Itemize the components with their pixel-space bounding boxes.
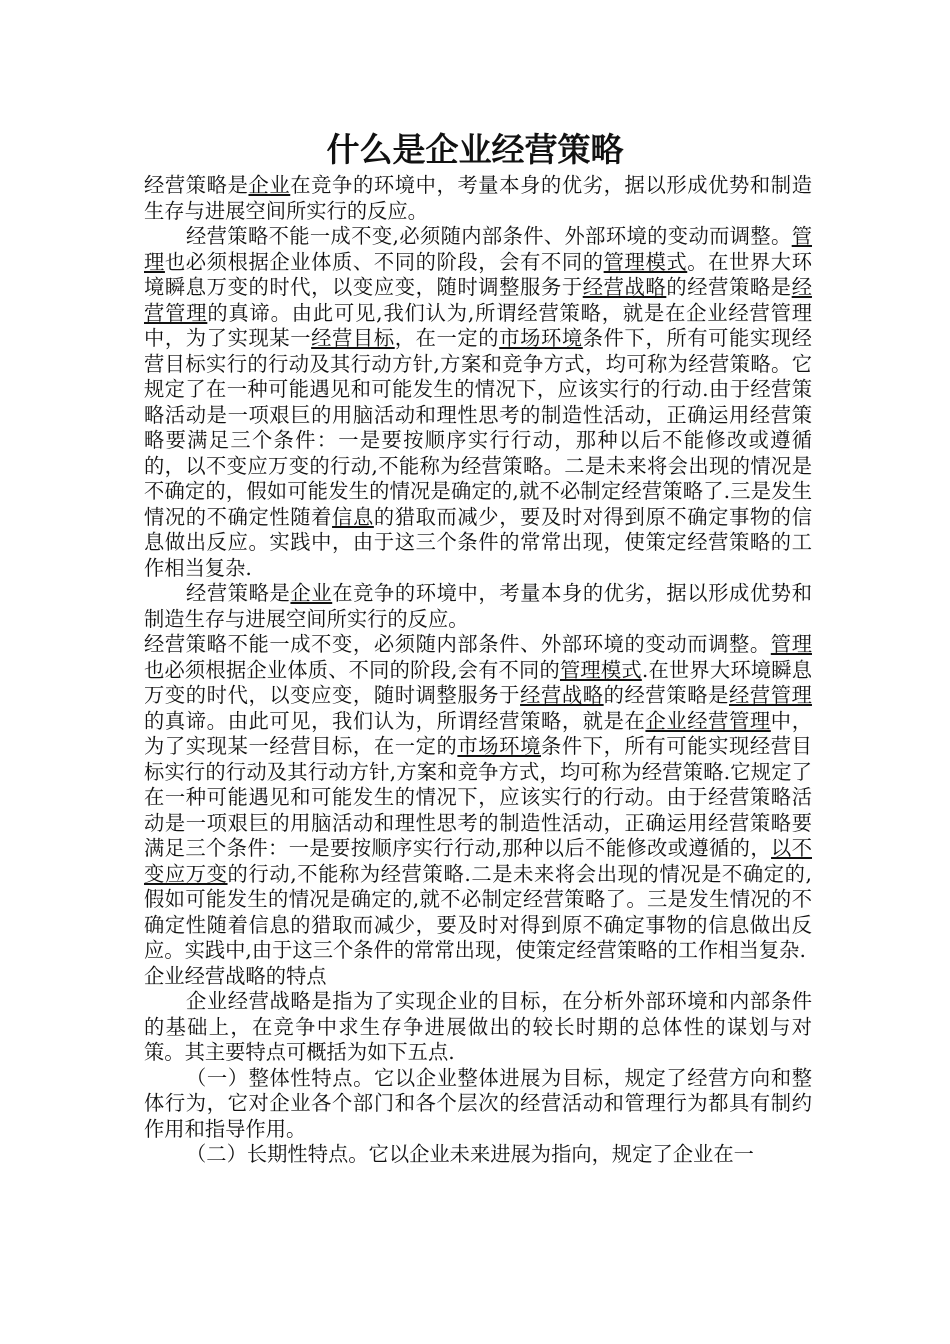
text-span: 经营策略不能一成不变，必须随内部条件、外部环境的变动而调整。: [144, 632, 771, 656]
text-span: 也必须根据企业体质、不同的阶段,会有不同的: [144, 657, 560, 682]
text-span: 。在世界大环境瞬息万变的时代，以变应变，随时调整服务于: [144, 249, 812, 299]
inline-link[interactable]: 企业: [248, 173, 291, 197]
text-span: 企业经营战略的特点: [144, 963, 327, 988]
document-title: 什么是企业经营策略: [326, 130, 624, 169]
text-span: 的真谛。由此可见,我们认为,所谓经营策略，就是在企业经营管理中，为了实现某一: [144, 300, 812, 350]
text-span: （一）整体性特点。它以企业整体进展为目标，规定了经营方向和整体行为，它对企业各个部门和各个层次的经营活动和管理行为都具有制约作用和指导作用。: [144, 1065, 812, 1141]
paragraph: [144, 224, 812, 581]
inline-link[interactable]: 信息: [332, 504, 374, 529]
text-span: 中，为了实现某一经营目标，在一定的: [144, 708, 812, 758]
paragraph: [144, 581, 812, 632]
text-span: 的行动,不能称为经营策略.二是未来将会出现的情况是不确定的,假如可能发生的情况是确定的,就不必制定经营策略了。三是发生情况的不确定性随着信息的猎取而减少，要及时对得到原不确定事物的信息做出反应。实践中,由于这三个条件的常常出现，使策定经营策略的工作相当复杂.: [144, 861, 812, 962]
inline-link[interactable]: 企业: [290, 581, 333, 605]
inline-link[interactable]: 市场环境: [457, 734, 541, 758]
paragraph: [144, 173, 812, 224]
text-span: 条件下，所有可能实现经营目标实行的行动及其行动方针,方案和竞争方式，均可称为经营策略.它规定了在一种可能遇见和可能发生的情况下，应该实行的行动。由于经营策略活动是一项艰巨的用脑活动和理性思考的制造性活动，正确运用经营策略要满足三个条件：一是要按顺序实行行动,那种以后不能修改或遵循的，: [144, 734, 812, 860]
inline-link[interactable]: 经营管理: [729, 683, 812, 707]
inline-link[interactable]: 经营战略: [582, 275, 667, 299]
text-span: 经营策略是: [144, 173, 249, 197]
text-span: 条件下，所有可能实现经营目标实行的行动及其行动方针,方案和竞争方式，均可称为经营策略。它规定了在一种可能遇见和可能发生的情况下，应该实行的行动.由于经营策略活动是一项艰巨的用脑活动和理性思考的制造性活动，正确运用经营策略要满足三个条件：一是要按顺序实行行动，那种以后不能修改或遵循的，以不变应万变的行动,不能称为经营策略。二是未来将会出现的情况是不确定的，假如可能发生的情况是确定的,就不必制定经营策略了.三是发生情况的不确定性随着: [144, 326, 812, 529]
paragraph: [144, 632, 812, 964]
inline-link[interactable]: 管理模式: [603, 249, 688, 274]
inline-link[interactable]: 管理: [144, 224, 812, 274]
text-span: 的猎取而减少，要及时对得到原不确定事物的信息做出反应。实践中，由于这三个条件的常常出现，使策定经营策略的工作相当复杂.: [144, 504, 812, 580]
inline-link[interactable]: 管理: [770, 632, 812, 656]
text-span: 的经营策略是: [603, 683, 729, 707]
inline-link[interactable]: 经营管理: [144, 275, 812, 325]
text-span: ，在一定的: [394, 326, 500, 350]
text-span: 的真谛。由此可见，我们认为，所谓经营策略，就是在: [144, 708, 646, 733]
inline-link[interactable]: 管理模式: [559, 657, 642, 682]
section-heading: [144, 964, 812, 990]
paragraph: [144, 1142, 812, 1168]
text-span: 企业经营战略是指为了实现企业的目标，在分析外部环境和内部条件的基础上，在竞争中求生存争进展做出的较长时期的总体性的谋划与对策。其主要特点可概括为如下五点.: [144, 989, 812, 1064]
text-span: 在竞争的环境中，考量本身的优劣，据以形成优势和制造生存与进展空间所实行的反应。: [144, 173, 812, 223]
inline-link[interactable]: 市场环境: [499, 326, 583, 350]
text-span: 也必须根据企业体质、不同的阶段，会有不同的: [164, 249, 604, 274]
text-span: （二）长期性特点。它以企业未来进展为指向，规定了企业在一: [186, 1142, 754, 1166]
inline-link[interactable]: 经营战略: [520, 683, 604, 707]
paragraph: [144, 989, 812, 1066]
text-span: 在竞争的环境中，考量本身的优劣，据以形成优势和制造生存与进展空间所实行的反应。: [144, 581, 812, 631]
paragraph: [144, 1066, 812, 1143]
inline-link[interactable]: 企业经营管理: [645, 708, 771, 733]
text-span: 的经营策略是: [666, 275, 792, 299]
document-body: [144, 173, 812, 1168]
inline-link[interactable]: 经营目标: [311, 326, 395, 350]
inline-link[interactable]: 以不变应万变: [144, 836, 812, 886]
text-span: .在世界大环境瞬息万变的时代，以变应变，随时调整服务于: [144, 657, 812, 707]
text-span: 经营策略是: [186, 581, 291, 605]
text-span: 经营策略不能一成不变,必须随内部条件、外部环境的变动而调整。: [186, 224, 792, 248]
